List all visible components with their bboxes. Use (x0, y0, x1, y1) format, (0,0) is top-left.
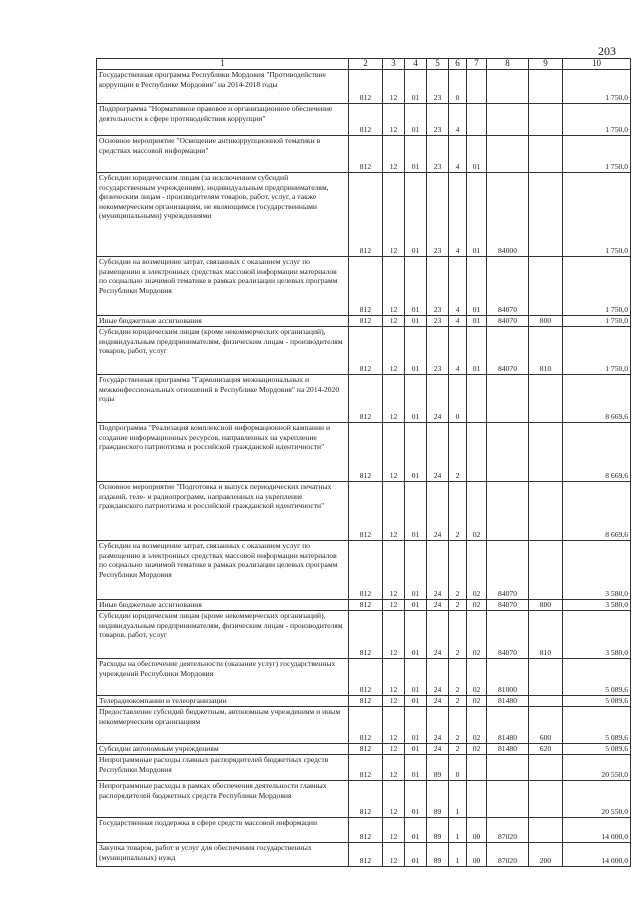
row-code-cell: 4 (449, 257, 467, 316)
row-code-cell: 2 (449, 744, 467, 755)
table-row (97, 600, 631, 611)
row-code-cell: 84070 (487, 611, 529, 659)
row-code-cell: 812 (349, 327, 383, 375)
row-code-cell: 2 (449, 423, 467, 482)
row-code-cell: 01 (467, 173, 487, 257)
row-name-cell: Телерадиокомпании и телеорганизации (97, 696, 349, 707)
row-code-cell (467, 104, 487, 136)
row-code-cell: 12 (383, 136, 405, 173)
row-code-cell: 812 (349, 173, 383, 257)
row-code-cell: 800 (529, 600, 563, 611)
row-code-cell (529, 70, 563, 104)
row-code-cell: 00 (467, 818, 487, 843)
row-code-cell: 812 (349, 611, 383, 659)
row-code-cell: 0 (449, 375, 467, 423)
row-code-cell: 01 (405, 173, 427, 257)
row-code-cell: 01 (405, 611, 427, 659)
row-code-cell: 02 (467, 659, 487, 696)
row-code-cell (487, 104, 529, 136)
row-code-cell: 812 (349, 316, 383, 327)
row-amount-cell: 8 669,6 (563, 482, 631, 541)
row-code-cell: 89 (427, 818, 449, 843)
row-code-cell: 812 (349, 696, 383, 707)
row-code-cell: 81480 (487, 696, 529, 707)
row-code-cell: 12 (383, 541, 405, 600)
table-header-row (97, 59, 631, 70)
row-code-cell: 24 (427, 707, 449, 744)
row-code-cell: 01 (405, 541, 427, 600)
row-code-cell (529, 482, 563, 541)
table-row (97, 375, 631, 423)
row-code-cell (529, 818, 563, 843)
table-row (97, 70, 631, 104)
row-name-cell: Иные бюджетные ассигнования (97, 316, 349, 327)
row-code-cell (529, 136, 563, 173)
row-code-cell: 01 (405, 755, 427, 781)
column-header: 8 (487, 59, 529, 70)
row-code-cell: 02 (467, 707, 487, 744)
row-code-cell: 12 (383, 781, 405, 818)
row-code-cell: 12 (383, 316, 405, 327)
row-name-cell: Субсидии юридическим лицам (кроме некоммерческих организаций), индивидуальным предпринимателям, физическим лицам - производителям товаров, работ, услуг (97, 611, 349, 659)
row-code-cell: 4 (449, 104, 467, 136)
row-code-cell: 01 (405, 696, 427, 707)
row-code-cell: 23 (427, 327, 449, 375)
row-code-cell: 24 (427, 696, 449, 707)
table-row (97, 541, 631, 600)
row-code-cell: 812 (349, 257, 383, 316)
row-code-cell (529, 104, 563, 136)
column-header: 7 (467, 59, 487, 70)
row-amount-cell: 1 750,0 (563, 70, 631, 104)
row-code-cell: 812 (349, 375, 383, 423)
row-code-cell: 87020 (487, 818, 529, 843)
table-row (97, 316, 631, 327)
row-code-cell: 01 (405, 744, 427, 755)
row-code-cell: 24 (427, 423, 449, 482)
row-code-cell: 12 (383, 375, 405, 423)
table-row (97, 173, 631, 257)
row-name-cell: Субсидии на возмещение затрат, связанных с оказанием услуг по размещению в электронных средствах массовой информации материалов по социально значимой тематике в рамках реализации целевых программ Республики Мордовия (97, 257, 349, 316)
row-code-cell (529, 659, 563, 696)
row-code-cell: 600 (529, 707, 563, 744)
page-number: 203 (598, 44, 616, 58)
table-row (97, 327, 631, 375)
row-code-cell: 4 (449, 136, 467, 173)
row-code-cell: 01 (405, 375, 427, 423)
row-code-cell: 12 (383, 659, 405, 696)
row-code-cell (487, 482, 529, 541)
row-amount-cell: 14 000,0 (563, 818, 631, 843)
row-code-cell: 812 (349, 136, 383, 173)
table-row (97, 707, 631, 744)
row-code-cell: 01 (405, 781, 427, 818)
row-code-cell: 24 (427, 659, 449, 696)
row-name-cell: Основное мероприятие "Освещение антикоррупционной тематики в средствах массовой информации" (97, 136, 349, 173)
column-header: 6 (449, 59, 467, 70)
row-code-cell: 01 (467, 316, 487, 327)
row-code-cell (467, 70, 487, 104)
row-code-cell (529, 541, 563, 600)
column-header: 10 (563, 59, 631, 70)
row-code-cell: 812 (349, 781, 383, 818)
row-name-cell: Предоставление субсидий бюджетным, автономным учреждениям и иным некоммерческим организациям (97, 707, 349, 744)
row-code-cell: 1 (449, 843, 467, 867)
row-code-cell: 12 (383, 843, 405, 867)
row-code-cell: 81480 (487, 707, 529, 744)
row-code-cell: 24 (427, 541, 449, 600)
row-name-cell: Закупка товаров, работ и услуг для обеспечения государственных (муниципальных) нужд (97, 843, 349, 867)
row-code-cell: 810 (529, 611, 563, 659)
row-code-cell (487, 423, 529, 482)
row-code-cell: 23 (427, 257, 449, 316)
row-code-cell (467, 375, 487, 423)
row-amount-cell: 5 089,6 (563, 659, 631, 696)
row-code-cell: 812 (349, 744, 383, 755)
row-name-cell: Субсидии юридическим лицам (за исключением субсидий государственным учреждениям), индивидуальным предпринимателям, физическим лицам - производителям товаров, работ, услуг, а также некоммерческим организациям, не являющимся государственными (муниципальными) учреждениями (97, 173, 349, 257)
row-code-cell: 2 (449, 600, 467, 611)
row-code-cell: 89 (427, 755, 449, 781)
table-row (97, 257, 631, 316)
row-code-cell: 01 (405, 316, 427, 327)
row-code-cell: 810 (529, 327, 563, 375)
row-code-cell: 620 (529, 744, 563, 755)
row-amount-cell: 1 750,0 (563, 257, 631, 316)
row-amount-cell: 3 580,0 (563, 600, 631, 611)
row-code-cell: 01 (405, 104, 427, 136)
column-header: 9 (529, 59, 563, 70)
row-name-cell: Государственная поддержка в сфере средств массовой информации (97, 818, 349, 843)
row-code-cell (529, 755, 563, 781)
table-row (97, 482, 631, 541)
row-code-cell: 24 (427, 482, 449, 541)
column-header: 4 (405, 59, 427, 70)
row-amount-cell: 3 580,0 (563, 611, 631, 659)
row-name-cell: Государственная программа "Гармонизация межнациональных и межконфессиональных отношений в Республике Мордовия" на 2014-2020 годы (97, 375, 349, 423)
column-header: 5 (427, 59, 449, 70)
row-code-cell: 812 (349, 482, 383, 541)
row-code-cell: 12 (383, 611, 405, 659)
row-amount-cell: 20 550,0 (563, 755, 631, 781)
table-row (97, 755, 631, 781)
row-code-cell: 2 (449, 482, 467, 541)
row-amount-cell: 8 669,6 (563, 375, 631, 423)
table-row (97, 781, 631, 818)
row-code-cell: 1 (449, 781, 467, 818)
row-code-cell: 01 (405, 707, 427, 744)
row-code-cell: 01 (405, 818, 427, 843)
table-row (97, 818, 631, 843)
row-code-cell: 12 (383, 482, 405, 541)
row-name-cell: Государственная программа Республики Мордовия "Противодействие коррупции в Республике Мордовия" на 2014-2018 годы (97, 70, 349, 104)
row-name-cell: Непрограммные расходы в рамках обеспечения деятельности главных распорядителей бюджетных средств Республики Мордовия (97, 781, 349, 818)
row-code-cell: 02 (467, 611, 487, 659)
row-code-cell: 01 (405, 482, 427, 541)
row-code-cell: 812 (349, 659, 383, 696)
row-code-cell: 2 (449, 659, 467, 696)
row-code-cell: 24 (427, 375, 449, 423)
row-amount-cell: 1 750,0 (563, 316, 631, 327)
row-amount-cell: 5 089,6 (563, 696, 631, 707)
row-amount-cell: 14 000,0 (563, 843, 631, 867)
row-code-cell: 01 (405, 136, 427, 173)
row-code-cell (529, 173, 563, 257)
row-code-cell: 2 (449, 541, 467, 600)
row-code-cell: 812 (349, 541, 383, 600)
row-code-cell (529, 423, 563, 482)
row-code-cell: 0 (449, 70, 467, 104)
table-row (97, 744, 631, 755)
row-code-cell: 84070 (487, 257, 529, 316)
row-amount-cell: 1 750,0 (563, 136, 631, 173)
row-name-cell: Подпрограмма "Нормативное правовое и организационное обеспечение деятельности в сфере противодействия коррупции" (97, 104, 349, 136)
row-code-cell (487, 375, 529, 423)
row-code-cell: 2 (449, 707, 467, 744)
row-code-cell: 12 (383, 755, 405, 781)
row-code-cell: 12 (383, 744, 405, 755)
row-code-cell: 23 (427, 173, 449, 257)
row-code-cell: 2 (449, 611, 467, 659)
row-code-cell (529, 696, 563, 707)
row-code-cell: 812 (349, 843, 383, 867)
row-code-cell: 84070 (487, 327, 529, 375)
row-name-cell: Основное мероприятие "Подготовка и выпуск периодических печатных изданий, теле- и радиопрограмм, направленных на укрепление гражданского патриотизма и российской гражданской идентичности" (97, 482, 349, 541)
row-amount-cell: 8 669,6 (563, 423, 631, 482)
table-row (97, 696, 631, 707)
row-code-cell: 812 (349, 104, 383, 136)
row-code-cell (487, 136, 529, 173)
row-amount-cell: 5 089,6 (563, 707, 631, 744)
row-code-cell: 12 (383, 423, 405, 482)
row-code-cell: 1 (449, 818, 467, 843)
row-code-cell (467, 781, 487, 818)
row-amount-cell: 20 550,0 (563, 781, 631, 818)
row-code-cell: 84070 (487, 541, 529, 600)
row-code-cell (529, 375, 563, 423)
row-code-cell: 84070 (487, 600, 529, 611)
row-name-cell: Расходы на обеспечение деятельности (оказание услуг) государственных учреждений Республики Мордовия (97, 659, 349, 696)
column-header: 1 (97, 59, 349, 70)
row-code-cell: 12 (383, 70, 405, 104)
row-code-cell: 84070 (487, 316, 529, 327)
row-code-cell: 01 (467, 327, 487, 375)
row-code-cell: 2 (449, 696, 467, 707)
row-code-cell: 01 (405, 257, 427, 316)
table-row (97, 611, 631, 659)
row-amount-cell: 1 750,0 (563, 104, 631, 136)
row-code-cell: 02 (467, 541, 487, 600)
row-code-cell: 12 (383, 257, 405, 316)
row-amount-cell: 3 580,0 (563, 541, 631, 600)
row-code-cell: 23 (427, 70, 449, 104)
row-name-cell: Субсидии автономным учреждениям (97, 744, 349, 755)
row-code-cell: 4 (449, 173, 467, 257)
row-code-cell: 01 (405, 423, 427, 482)
row-amount-cell: 1 750,0 (563, 327, 631, 375)
row-code-cell: 01 (405, 843, 427, 867)
table-row (97, 843, 631, 867)
row-code-cell: 812 (349, 600, 383, 611)
row-code-cell: 23 (427, 104, 449, 136)
row-code-cell: 89 (427, 781, 449, 818)
row-code-cell (487, 781, 529, 818)
row-code-cell: 02 (467, 696, 487, 707)
row-code-cell: 01 (405, 600, 427, 611)
row-code-cell: 24 (427, 744, 449, 755)
row-code-cell (529, 781, 563, 818)
table-row (97, 423, 631, 482)
row-code-cell: 02 (467, 600, 487, 611)
column-header: 2 (349, 59, 383, 70)
row-name-cell: Непрограммные расходы главных распорядителей бюджетных средств Республики Мордовия (97, 755, 349, 781)
row-name-cell: Субсидии юридическим лицам (кроме некоммерческих организаций), индивидуальным предпринимателям, физическим лицам - производителям товаров, работ, услуг (97, 327, 349, 375)
row-code-cell: 12 (383, 696, 405, 707)
row-code-cell: 12 (383, 327, 405, 375)
row-code-cell: 12 (383, 600, 405, 611)
row-code-cell: 12 (383, 104, 405, 136)
row-code-cell: 84000 (487, 173, 529, 257)
row-code-cell: 812 (349, 70, 383, 104)
row-code-cell: 24 (427, 611, 449, 659)
row-code-cell: 812 (349, 755, 383, 781)
row-code-cell (467, 755, 487, 781)
row-code-cell: 4 (449, 327, 467, 375)
row-code-cell: 12 (383, 818, 405, 843)
row-code-cell: 23 (427, 136, 449, 173)
row-code-cell: 0 (449, 755, 467, 781)
row-amount-cell: 5 089,6 (563, 744, 631, 755)
row-code-cell (487, 755, 529, 781)
row-code-cell (487, 70, 529, 104)
row-code-cell: 4 (449, 316, 467, 327)
budget-table (96, 58, 631, 867)
table-row (97, 104, 631, 136)
row-name-cell: Иные бюджетные ассигнования (97, 600, 349, 611)
row-name-cell: Субсидии на возмещение затрат, связанных с оказанием услуг по размещению в электронных средствах массовой информации материалов по социально значимой тематике в рамках реализации целевых программ Республики Мордовия (97, 541, 349, 600)
row-code-cell: 89 (427, 843, 449, 867)
row-amount-cell: 1 750,0 (563, 173, 631, 257)
table-row (97, 659, 631, 696)
row-code-cell: 12 (383, 173, 405, 257)
column-header: 3 (383, 59, 405, 70)
row-code-cell: 24 (427, 600, 449, 611)
row-code-cell (467, 423, 487, 482)
row-code-cell: 812 (349, 423, 383, 482)
row-code-cell: 02 (467, 482, 487, 541)
row-code-cell: 02 (467, 744, 487, 755)
row-name-cell: Подпрограмма "Реализация комплексной информационной кампании и создание информационных ресурсов, направленных на укрепление гражданского патриотизма и российской гражданской идентичности" (97, 423, 349, 482)
row-code-cell: 87020 (487, 843, 529, 867)
row-code-cell: 81480 (487, 744, 529, 755)
table-row (97, 136, 631, 173)
row-code-cell: 81000 (487, 659, 529, 696)
row-code-cell: 01 (405, 70, 427, 104)
row-code-cell: 01 (405, 327, 427, 375)
row-code-cell: 12 (383, 707, 405, 744)
row-code-cell: 01 (405, 659, 427, 696)
row-code-cell: 01 (467, 257, 487, 316)
row-code-cell: 00 (467, 843, 487, 867)
row-code-cell: 200 (529, 843, 563, 867)
row-code-cell: 812 (349, 707, 383, 744)
row-code-cell: 812 (349, 818, 383, 843)
row-code-cell (529, 257, 563, 316)
row-code-cell: 01 (467, 136, 487, 173)
row-code-cell: 800 (529, 316, 563, 327)
row-code-cell: 23 (427, 316, 449, 327)
